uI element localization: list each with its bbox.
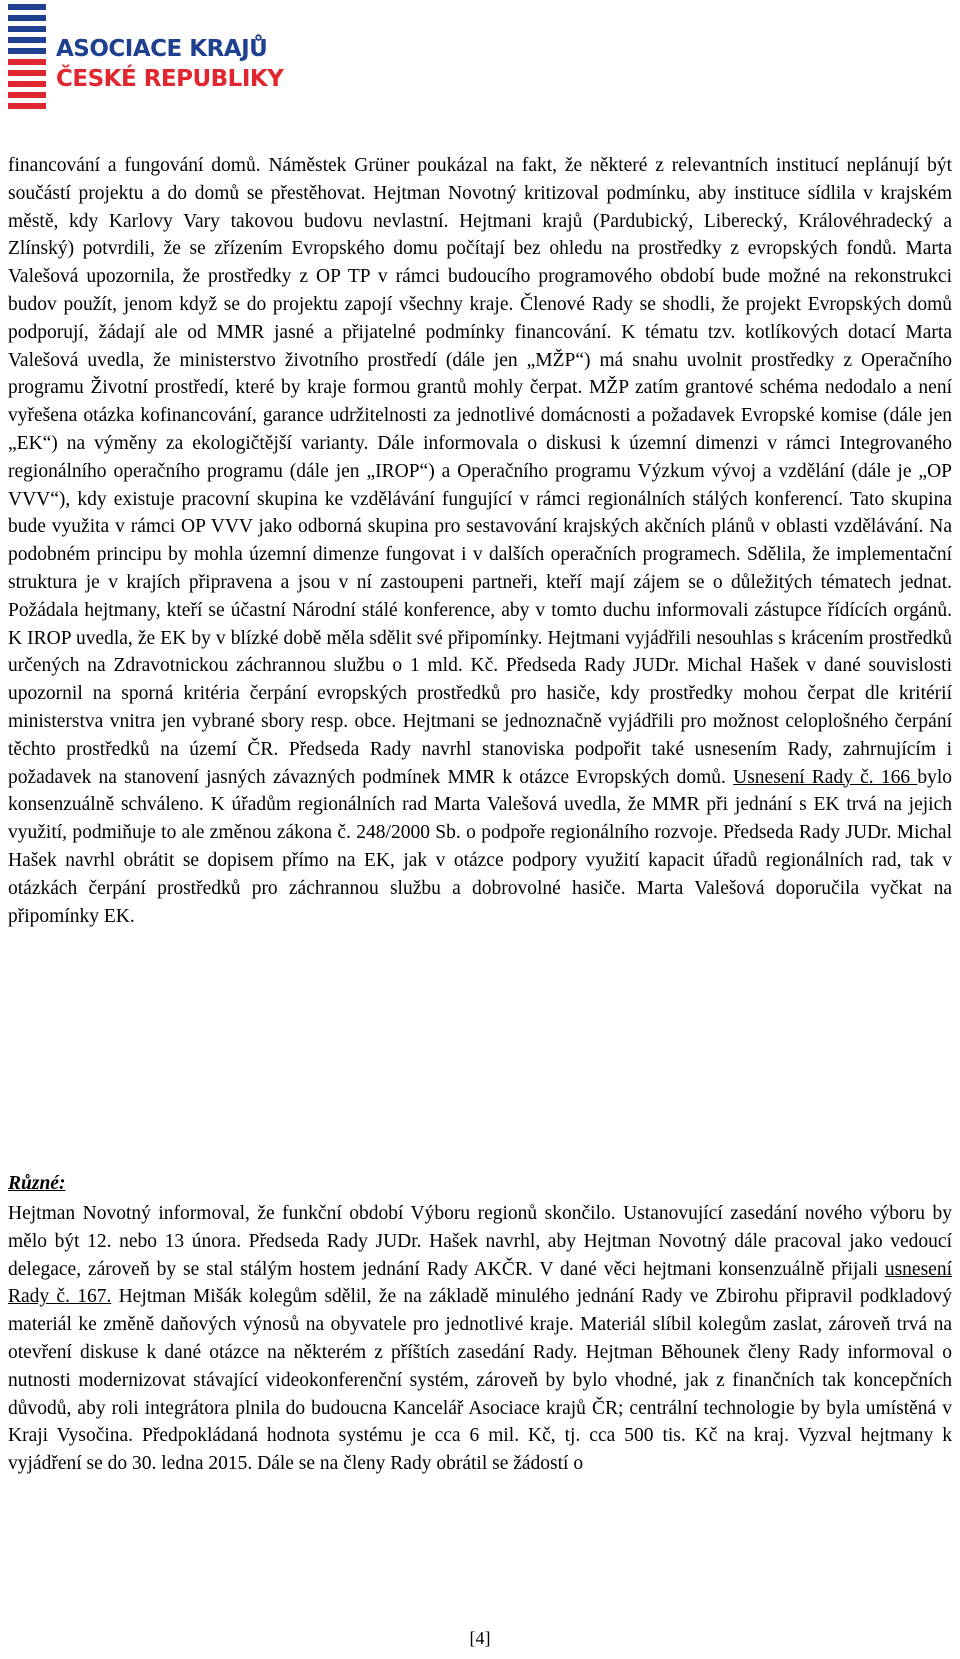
resolution-167-link: usnesení Rady č. 167. (8, 1258, 952, 1308)
paragraph-text: Hejtman Novotný informoval, že funkční období Výboru regionů skončilo. Ustanovující zasedání nového výboru by mělo být 12. nebo 13 února. Předseda Rady JUDr. Hašek navrhl, aby Hejtman Novotný dále pracoval jako vedoucí delegace, zároveň by se stal stálým hostem jednání Rady AKČR. V dané věci hejtmani konsenzuálně přijali (8, 1203, 952, 1280)
logo-text-line2: ČESKÉ REPUBLIKY (56, 66, 284, 92)
logo-stripes-icon (8, 4, 46, 114)
logo-text-line1: ASOCIACE KRAJŮ (56, 36, 268, 62)
main-paragraph (8, 152, 952, 930)
association-logo (8, 4, 308, 124)
paragraph-text: financování a fungování domů. Náměstek Grüner poukázal na fakt, že některé z relevantních institucí neplánují být součástí projektu a do domů se přestěhovat. Hejtman Novotný kritizoval podmínku, aby instituce sídlila v krajském městě, kdy Karlovy Vary takovou budovu nevlastní. Hejtmani krajů (Pardubický, Liberecký, Královéhradecký a Zlínský) potvrdili, že se zřízením Evropského domu počítají bez ohledu na prostředky z evropských fondů. Marta Valešová upozornila, že prostředky z OP TP v rámci budoucího programového období bude možné na rekonstrukci budov použít, jenom když se do projektu zapojí všechny kraje. Členové Rady se shodli, že projekt Evropských domů podporují, žádají ale od MMR jasné a přijatelné podmínky financování. K tématu tzv. kotlíkových dotací Marta Valešová uvedla, že ministerstvo životního prostředí (dále jen „MŽP“) má snahu uvolnit prostředky z Operačního programu Životní prostředí, které by kraje formou grantů mohly čerpat. MŽP zatím grantové schéma nedodalo a není vyřešena otázka kofinancování, garance udržitelnosti za jednotlivé domácnosti a požadavek Evropské komise (dále jen „EK“) na výměny za ekologičtější varianty. Dále informovala o diskusi k územní dimenzi v rámci Integrovaného regionálního operačního programu (dále jen „IROP“) a Operačního programu Výzkum vývoj a vzdělání (dále je „OP VVV“), kdy existuje pracovní skupina ke vzdělávání fungující v rámci regionálních stálých konferencí. Tato skupina bude využita v rámci OP VVV jako odborná skupina pro sestavování krajských akčních plánů v oblasti vzdělávání. Na podobném principu by mohla územní dimenze fungovat i v dalších operačních programech. Sdělila, že implementační struktura je v krajích připravena a jsou v ní zastoupeni partneři, kteří mají zájem se o důležitých tématech jednat. Požádala hejtmany, kteří se účastní Národní stálé konference, aby v tomto duchu informovali zástupce řídících orgánů. K IROP uvedla, že EK by v blízké době měla sdělit své připomínky. Hejtmani vyjádřili nesouhlas s krácením prostředků určených na Zdravotnickou záchrannou službu o 1 mld. Kč. Předseda Rady JUDr. Michal Hašek v dané souvislosti upozornil na sporná kritéria čerpání evropských prostředků pro hasiče, kdy prostředky mohou čerpat dle kritérií ministerstva vnitra jen vybrané sbory resp. obce. Hejtmani se jednoznačně vyjádřili pro možnost celoplošného čerpání těchto prostředků na území ČR. Předseda Rady navrhl stanoviska podpořit také usnesením Rady, zahrnujícím i požadavek na stanovení jasných závazných podmínek MMR k otázce Evropských domů. (8, 155, 952, 788)
paragraph-text: bylo konsenzuálně schváleno. K úřadům regionálních rad Marta Valešová uvedla, že MMR při jednání s EK trvá na jejich využití, podmiňuje to ale změnou zákona č. 248/2000 Sb. o podpoře regionálního rozvoje. Předseda Rady JUDr. Michal Hašek navrhl obrátit se dopisem přímo na EK, jak v otázce podpory využití kapacit úřadů regionálních rad, tak v otázkách čerpání prostředků pro záchrannou službu a dobrovolné hasiče. Marta Valešová doporučila vyčkat na připomínky EK. (8, 766, 952, 927)
section-heading-miscellaneous: Různé: (8, 1173, 66, 1194)
resolution-166-link: Usnesení Rady č. 166 (733, 766, 918, 788)
page-number: [4] (469, 1628, 491, 1648)
paragraph-text: Hejtman Mišák kolegům sdělil, že na základě minulého jednání Rady ve Zbirohu připravil podkladový materiál ke změně daňových výnosů na obyvatele pro jednotlivé kraje. Materiál slíbil kolegům zaslat, zároveň trvá na otevření diskuse k dané otázce na některém z příštích zasedání Rady. Hejtman Běhounek členy Rady informoval o nutnosti modernizovat stávající videokonferenční systém, zároveň by bylo vhodné, jak z finančních tak koncepčních důvodů, aby roli integrátora plnila do budoucna Kancelář Asociace krajů ČR; centrální technologie by byla umístěná v Kraji Vysočina. Předpokládaná hodnota systému je cca 6 mil. Kč, tj. cca 500 tis. Kč na kraj. Vyzval hejtmany k vyjádření se do 30. ledna 2015. Dále se na členy Rady obrátil se žádostí o (8, 1286, 952, 1475)
miscellaneous-paragraph (8, 1200, 952, 1478)
